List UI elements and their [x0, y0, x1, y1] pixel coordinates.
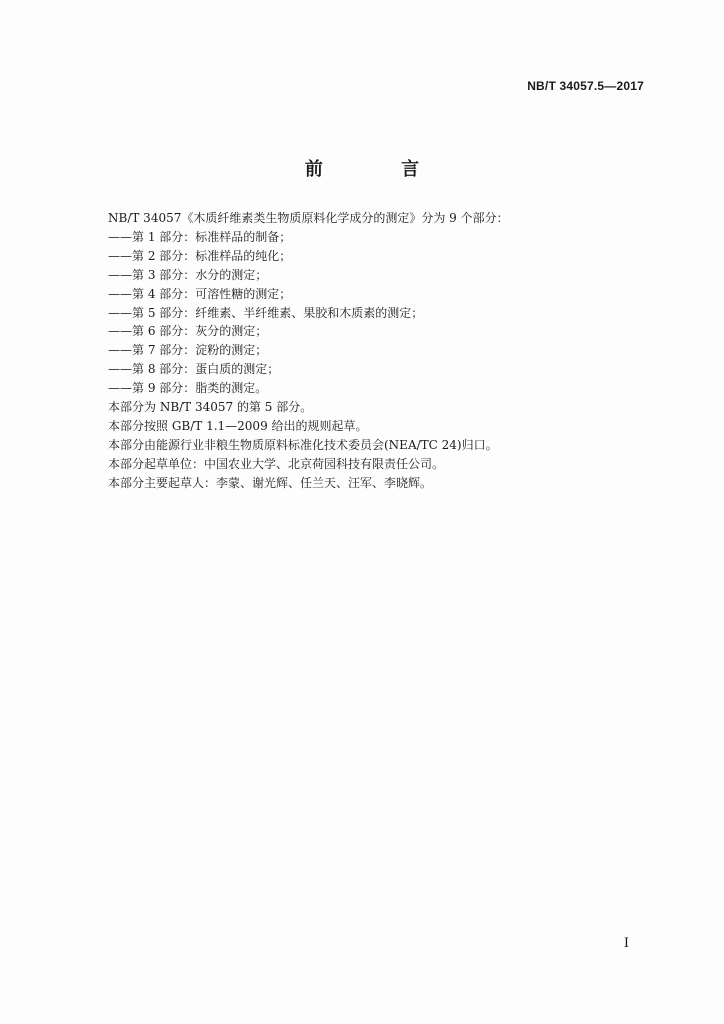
list-item-part-4: ——第 4 部分：可溶性糖的测定； — [108, 286, 292, 301]
paragraph-drafters: 本部分主要起草人：李蒙、谢光辉、任兰天、汪军、李晓辉。 — [108, 475, 433, 490]
page-number: I — [623, 936, 629, 951]
list-item-part-6: ——第 6 部分：灰分的测定； — [108, 324, 268, 339]
foreword-body — [108, 209, 648, 493]
standard-code: NB/T 34057.5—2017 — [527, 79, 644, 93]
list-item-part-1: ——第 1 部分：标准样品的制备； — [108, 229, 292, 244]
list-item-part-9: ——第 9 部分：脂类的测定。 — [108, 381, 268, 396]
list-item-part-3: ——第 3 部分：水分的测定； — [108, 267, 268, 282]
list-item-part-7: ——第 7 部分：淀粉的测定； — [108, 343, 268, 358]
page-title: 前 言 — [304, 159, 456, 180]
list-item-part-8: ——第 8 部分：蛋白质的测定； — [108, 362, 280, 377]
list-item-part-2: ——第 2 部分：标准样品的纯化； — [108, 248, 292, 263]
paragraph-intro: NB/T 34057《木质纤维素类生物质原料化学成分的测定》分为 9 个部分： — [108, 211, 509, 225]
paragraph-drafting-rules: 本部分按照 GB/T 1.1—2009 给出的规则起草。 — [108, 418, 368, 433]
paragraph-part-statement: 本部分为 NB/T 34057 的第 5 部分。 — [108, 400, 313, 415]
paragraph-committee: 本部分由能源行业非粮生物质原料标准化技术委员会(NEA/TC 24)归口。 — [108, 437, 498, 452]
paragraph-drafting-units: 本部分起草单位：中国农业大学、北京荷园科技有限责任公司。 — [108, 456, 445, 471]
list-item-part-5: ——第 5 部分：纤维素、半纤维素、果胶和木质素的测定； — [108, 305, 424, 320]
